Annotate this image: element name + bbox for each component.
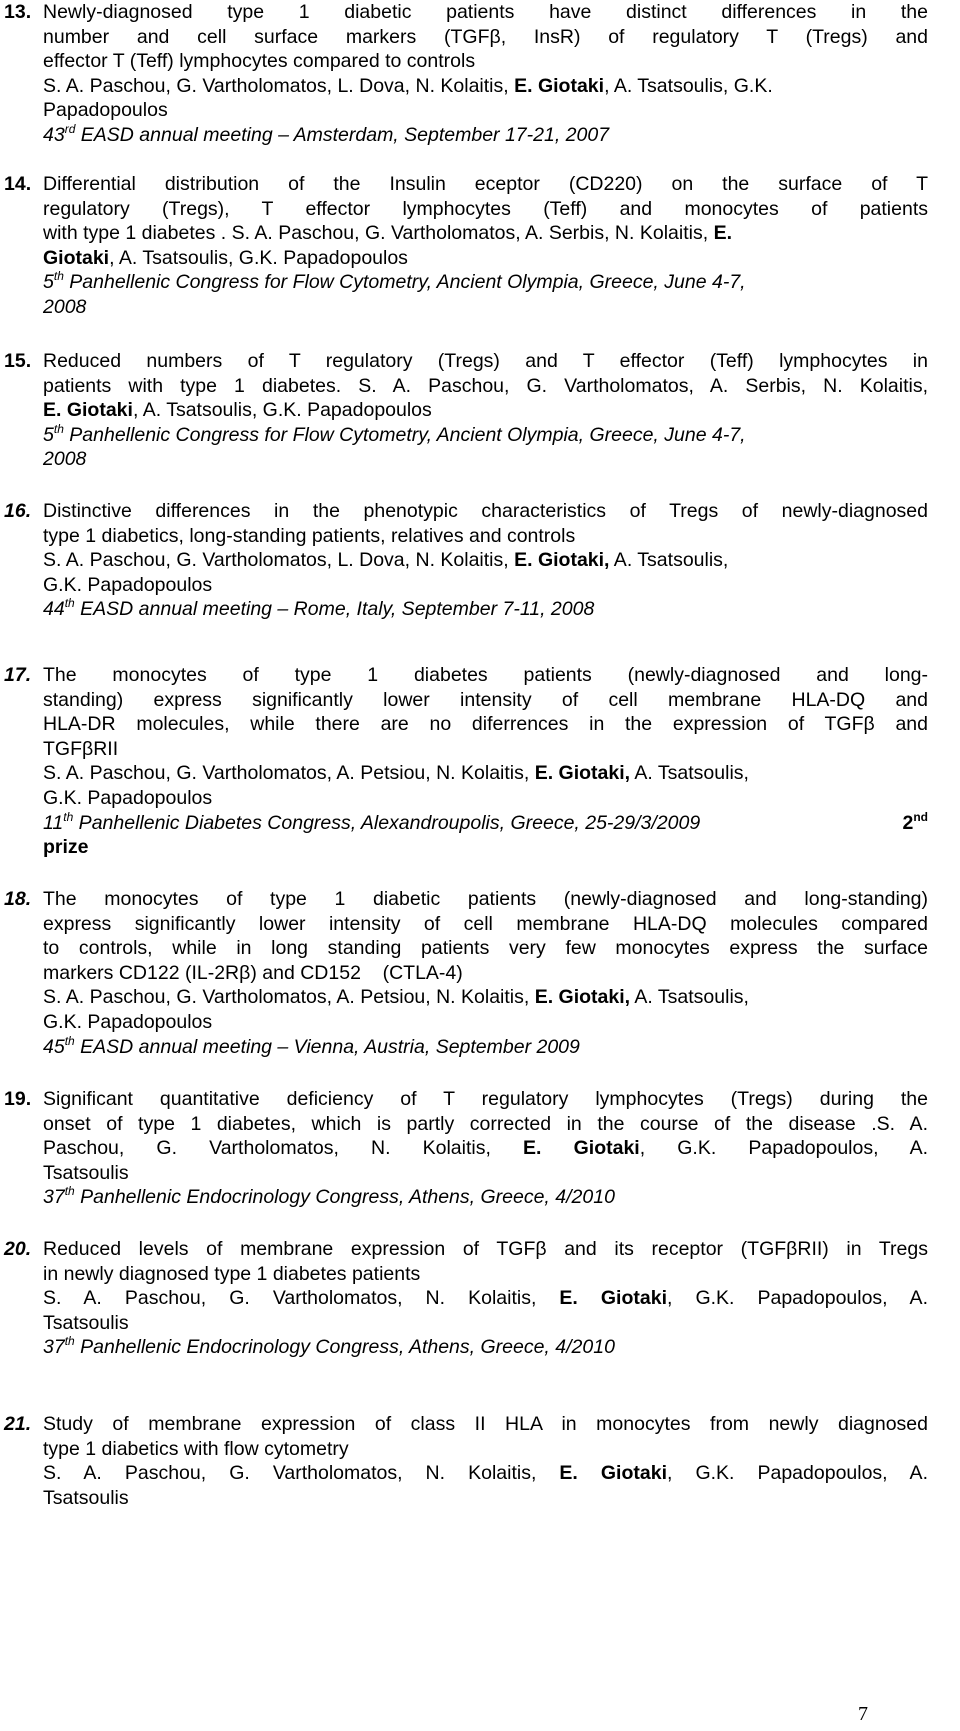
entry-number: 17. [4,664,32,686]
entry-authors: S. A. Paschou, G. Vartholomatos, L. Dova, N. Kolaitis, E. Giotaki, A. Tsatsoulis, G.K. [43,74,773,97]
entry-authors: Giotaki, A. Tsatsoulis, G.K. Papadopoulos [43,246,408,269]
entry-authors: S. A. Paschou, G. Vartholomatos, N. Kolaitis, E. Giotaki, G.K. Papadopoulos, A. [43,1462,928,1485]
entry-title-line: regulatory (Tregs), T effector lymphocytes (Teff) and monocytes of patients [43,197,928,220]
entry-authors: S. A. Paschou, G. Vartholomatos, L. Dova, N. Kolaitis, E. Giotaki, A. Tsatsoulis, [43,549,729,572]
entry-title-line: Significant quantitative deficiency of T regulatory lymphocytes (Tregs) during the [43,1088,928,1110]
prize-rank: 2 [902,811,914,834]
entry-title-line: to controls, while in long standing patients very few monocytes express the surface [43,937,928,960]
page-number: 7 [858,1703,868,1725]
entry-title-line: effector T (Teff) lymphocytes compared to controls [43,50,476,73]
entry-number: 21. [4,1413,32,1435]
entry-number: 14. [4,173,32,195]
entry-title-line: The monocytes of type 1 diabetic patients (newly-diagnosed and long-standing) [43,888,928,910]
entry-title-line: Tsatsoulis [43,1161,129,1184]
entry-title-line: type 1 diabetics, long-standing patients, relatives and controls [43,524,576,547]
entry-number: 16. [4,500,32,522]
entry-conference: 37th Panhellenic Endocrinology Congress, Athens, Greece, 4/2010 [43,1184,615,1209]
entry-authors: G.K. Papadopoulos [43,573,213,596]
entry-authors: E. Giotaki, A. Tsatsoulis, G.K. Papadopoulos [43,399,432,422]
entry-conference-year: 2008 [43,295,87,318]
prize-label: prize [43,836,89,859]
entry-conference: 37th Panhellenic Endocrinology Congress, Athens, Greece, 4/2010 [43,1334,615,1359]
entry-title-line: Newly-diagnosed type 1 diabetic patients have distinct differences in the [43,1,928,23]
entry-title-line: with type 1 diabetes . S. A. Paschou, G. Vartholomatos, A. Serbis, N. Kolaitis, E. [43,222,732,245]
entry-conference: 43rd EASD annual meeting – Amsterdam, September 17-21, 2007 [43,121,610,146]
entry-authors: Tsatsoulis [43,1311,129,1334]
entry-title-line: standing) express significantly lower intensity of cell membrane HLA-DQ and [43,688,928,711]
entry-number: 18. [4,888,32,910]
entry-title-line: patients with type 1 diabetes. S. A. Paschou, G. Vartholomatos, A. Serbis, N. Kolaitis, [43,374,928,397]
entry-title-line: in newly diagnosed type 1 diabetes patients [43,1262,421,1285]
entry-title-line: The monocytes of type 1 diabetes patients (newly-diagnosed and long- [43,664,928,686]
entry-title-line: Distinctive differences in the phenotypic characteristics of Tregs of newly-diagnosed [43,500,928,522]
entry-number: 20. [4,1238,32,1260]
entry-title-line: number and cell surface markers (TGFβ, InsR) of regulatory T (Tregs) and [43,25,928,48]
entry-title-line: Reduced numbers of T regulatory (Tregs) and T effector (Teff) lymphocytes in [43,350,928,372]
entry-conference: 45th EASD annual meeting – Vienna, Austria, September 2009 [43,1033,580,1058]
entry-authors: G.K. Papadopoulos [43,1010,213,1033]
entry-conference: 11th Panhellenic Diabetes Congress, Alexandroupolis, Greece, 25-29/3/2009 2nd [43,809,928,834]
entry-title-line: Paschou, G. Vartholomatos, N. Kolaitis, E. Giotaki, G.K. Papadopoulos, A. [43,1137,928,1160]
entry-authors: Papadopoulos [43,99,168,122]
entry-conference: 5th Panhellenic Congress for Flow Cytometry, Ancient Olympia, Greece, June 4-7, [43,269,746,294]
entry-title-line: HLA-DR molecules, while there are no diferrences in the expression of TGFβ and [43,713,928,736]
entry-authors: S. A. Paschou, G. Vartholomatos, A. Petsiou, N. Kolaitis, E. Giotaki, A. Tsatsoulis, [43,986,749,1009]
entry-authors: Tsatsoulis [43,1486,129,1509]
entry-title-line: Differential distribution of the Insulin eceptor (CD220) on the surface of T [43,173,928,195]
entry-number: 19. [4,1088,32,1110]
entry-title-line: TGFβRII [43,737,119,760]
entry-title-line: markers CD122 (IL-2Rβ) and CD152 (CTLA-4) [43,961,463,984]
entry-number: 13. [4,1,32,23]
entry-title-line: Reduced levels of membrane expression of TGFβ and its receptor (TGFβRII) in Tregs [43,1238,928,1260]
entry-title-line: express significantly lower intensity of cell membrane HLA-DQ molecules compared [43,912,928,935]
entry-title-line: onset of type 1 diabetes, which is partly corrected in the course of the disease .S. A. [43,1112,928,1135]
entry-title-line: Study of membrane expression of class II HLA in monocytes from newly diagnosed [43,1413,928,1435]
entry-authors: S. A. Paschou, G. Vartholomatos, N. Kolaitis, E. Giotaki, G.K. Papadopoulos, A. [43,1287,928,1310]
entry-conference-year: 2008 [43,448,87,471]
entry-number: 15. [4,350,32,372]
entry-authors: S. A. Paschou, G. Vartholomatos, A. Petsiou, N. Kolaitis, E. Giotaki, A. Tsatsoulis, [43,762,749,785]
entry-title-line: type 1 diabetics with flow cytometry [43,1437,349,1460]
entry-authors: G.K. Papadopoulos [43,786,213,809]
entry-conference: 44th EASD annual meeting – Rome, Italy, September 7-11, 2008 [43,596,595,621]
entry-conference: 5th Panhellenic Congress for Flow Cytometry, Ancient Olympia, Greece, June 4-7, [43,421,746,446]
